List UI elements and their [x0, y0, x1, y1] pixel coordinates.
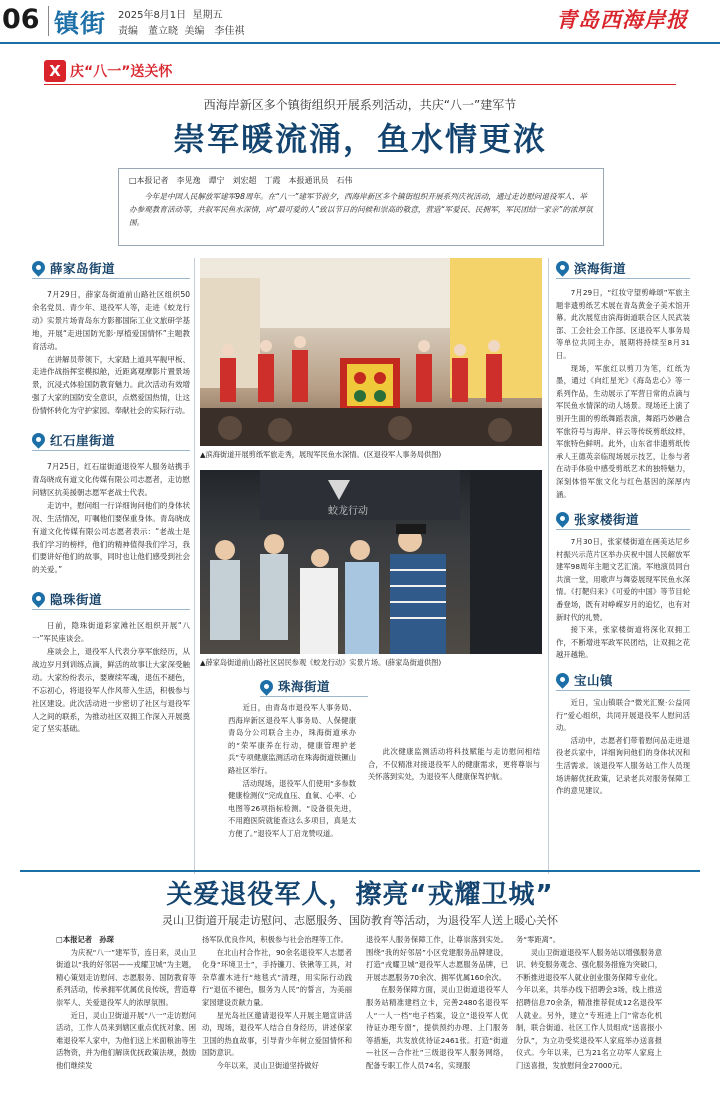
- paragraph: 此次健康监测活动将科技赋能与走访慰问相结合，不仅精准对接退役军人的健康需求，更将尊崇与关怀落到实处，为退役军人健康保驾护航。: [368, 747, 540, 782]
- photo1-caption: ▲滨海街道开展剪纸军旅走秀，展现军民鱼水深情。(区退役军人事务局供图): [200, 450, 442, 459]
- paragraph: 活动中，志愿者们带着慰问品走进退役老兵家中，详细询问他们的身体状况和生活需求。该退役军人服务站工作人员现场讲解优抚政策，记录老兵对服务保障工作的意见建议。: [556, 735, 690, 796]
- location-pin-icon: [257, 677, 275, 695]
- paragraph: 日前，隐珠街道彩家滩社区组织开展“八一”军民座谈会。: [32, 621, 190, 644]
- paragraph: 近日，由青岛市退役军人事务局、西海岸新区退役军人事务局、人保健康青岛分公司联合主办，珠海街道承办的“荣军康养在行动，健康管理护老兵”专项健康监测活动在珠海街道铁镢山路社区举行。: [228, 703, 356, 775]
- section-title: 红石崖街道: [50, 432, 116, 448]
- paragraph: 7月25日，红石崖街道退役军人服务站携手青岛晓成有道文化传媒有限公司志愿者，走访慰问辖区抗美援朝志愿军老战士代表。: [32, 462, 190, 497]
- masthead-logo: 青岛西海岸报: [556, 7, 688, 32]
- story-divider: [20, 870, 700, 872]
- paragraph: 扬军队优良作风，积极参与社会治理等工作。: [202, 935, 348, 944]
- section-name: 镇街: [54, 9, 107, 38]
- story2-kicker: 灵山卫街道开展走访慰问、志愿服务、国防教育等活动，为退役军人送上暖心关怀: [162, 914, 558, 927]
- paragraph: 在服务保障方面，灵山卫街道退役军人服务站精准建档立卡，完善2480名退役军人“一人一档”电子档案，设立“退役军人优待证办理专窗”，提供预约办理、上门服务等措施，共发放优待证2461张。打造“街道—社区—合作社”三级退役军人服务网络，配备专职工作人员74名，实现服: [366, 985, 508, 1070]
- paragraph: 活动现场，退役军人们使用“多参数健康检测仪”完成血压、血氧、心率、心电图等26项指标检测。“设备很先进，不用跑医院就能查这么多项目，真是太方便了。”退役军人丁启龙赞叹道。: [228, 778, 356, 838]
- page-number: 06: [2, 4, 40, 35]
- paragraph: 在讲解员带领下，大家踏上道具军舰甲板、走进作战指挥室模拟舱，近距离观摩影片置景场景，沉浸式体验国防教育魅力。此次活动有效增强了大家的国防安全意识，点燃爱国热情，让这份情怀转化为守护家园、奉献社会的实际行动。: [32, 354, 190, 416]
- paragraph: 走访中，慰问组一行详细询问他们的身体状况、生活情况，叮嘱他们要保重身体。青岛晓成有道文化传媒有限公司志愿者表示：“老战士是我们学习的榜样，他们的精神值得我们学习，我们要讲好他们的故事，同时也让他们感受到社会的关爱。”: [32, 500, 190, 575]
- location-pin-icon: [553, 509, 571, 527]
- story1-lead: 今年是中国人民解放军建军98周年。在“八一”建军节前夕，西海岸新区多个镇街组织开展系列庆祝活动，通过走访慰问退役军人、举办参观教育活动等，共叙军民鱼水深情，向“最可爱的人”致以节日的问候和崇高的敬意，营造“军爱民、民拥军，军民团结一家亲”的浓厚氛围。: [129, 192, 593, 227]
- paragraph: 7月29日，薛家岛街道前山路社区组织50余名党员、青少年、退役军人等，走进《蛟龙行动》实景片场青岛东方影都国际工业文旅研学基地，开展“走进国防光影·厚植爱国情怀”主题教育活动。: [32, 290, 190, 351]
- location-pin-icon: [553, 670, 571, 688]
- section-title: 隐珠街道: [50, 591, 103, 607]
- story2-col3: [366, 934, 508, 1073]
- section-zhuhai: [260, 676, 368, 697]
- paragraph: 务“零距离”。: [516, 935, 561, 944]
- photo-sign-text: 蛟龙行动: [328, 506, 368, 517]
- paragraph: 星光岛社区邀请退役军人开展主题宣讲活动，现场，退役军人结合自身经历，讲述保家卫国的热血故事，引导青少年树立爱国情怀和国防意识。: [202, 1010, 352, 1058]
- location-pin-icon: [29, 258, 47, 276]
- section-title: 珠海街道: [278, 679, 331, 694]
- section-zhangjialou: [556, 509, 690, 530]
- paragraph: 近日，宝山镇联合“微光汇聚·公益同行”爱心组织，共同开展退役军人慰问活动。: [556, 698, 690, 733]
- section-title: 宝山镇: [574, 672, 614, 688]
- paragraph: 在北山村合作社，90余名退役军人志愿者化身“环境卫士”，手持镰刀、铁锹等工具，对杂草灌木进行“地毯式”清理，用实际行动践行“退伍不褪色，服务为人民”的誓言，为美丽家园建设贡献力量。: [202, 947, 352, 1007]
- section-baoshan: [556, 670, 690, 691]
- story1-lead-box: [118, 168, 604, 246]
- divider: [48, 6, 49, 36]
- column-divider: [194, 258, 195, 874]
- paragraph: 今年以来，灵山卫街道坚持做好: [216, 1060, 319, 1070]
- photo2-caption: ▲薛家岛街道前山路社区居民参观《蛟龙行动》实景片场。(薛家岛街道供图): [200, 658, 442, 667]
- banner-rule: [44, 84, 676, 85]
- left-column: [32, 258, 190, 736]
- paragraph: 7月29日，“红妆守望剪峰颂”军旅主题非遗剪纸艺术展在青岛黄金子美术馆开幕。此次展览由滨海街道联合区人民武装部、工会社会工作部、区退役军人事务局等单位共同主办，展期将持续至8月31日。: [556, 288, 690, 360]
- photo-jiaolong-visit: [200, 470, 542, 654]
- photo-paper-cutting-show: [200, 258, 542, 446]
- banner-label: 庆“八一”送关怀: [70, 64, 173, 80]
- story2-col1: [56, 934, 196, 1073]
- section-title: 薛家岛街道: [50, 260, 116, 276]
- banner-mark: X: [44, 60, 66, 82]
- issue-date: 2025年8月1日 星期五: [118, 10, 223, 21]
- story2-byline: □本报记者 孙琛: [56, 935, 114, 944]
- story1-kicker: 西海岸新区多个镇街组织开展系列活动，共庆“八一”建军节: [203, 98, 517, 112]
- editor-credits: 责编 董立晓 美编 李佳祺: [118, 26, 245, 37]
- section-yinzhu: [32, 589, 190, 610]
- right-column: [556, 258, 690, 798]
- paragraph: 座谈会上，退役军人代表分享军旅经历，从战边岁月到训练点滴，鲜活的故事让大家深受触动。大家纷纷表示，要赓续军魂，退伍不褪色，不忘初心，将退役军人作风带入生活，积极参与社区建设。此次活动进一步密切了社区与退役军人之间的联系，为推动社区双拥工作深入开展奠定了坚实基础。: [32, 647, 190, 734]
- paragraph: 现场，军旅红以剪刀为笔，红纸为墨，通过《向红星光》《海岛忠心》等一系列作品，生动展示了军营日常的点滴与军民鱼水情深的动人场景。现场还上演了别开生面的剪纸舞蹈表演，舞蹈巧妙融合军旅符号与海岸、祥云等传统剪纸纹样，军旅特色鲜明。此外，山东省非遗剪纸传承人王德英亲临现场展示技艺，让参与者在动手体验中感受剪纸艺术的独特魅力，深刻体悟军旅文化与红色基因的深厚内涵。: [556, 363, 690, 499]
- section-title: 滨海街道: [574, 260, 627, 276]
- paragraph: 7月30日，张家楼街道在画美达尼乡村振兴示范片区举办庆祝中国人民解放军建军98周年主题文艺汇演。军地演员同台共演一堂，用歌声与舞姿展现军民鱼水深情。《打靶归来》《可爱的中国》等节目轮番登场，既有对峥嵘岁月的追忆，也有对新时代的礼赞。: [556, 537, 690, 622]
- column-divider: [548, 258, 549, 874]
- paragraph: 接下来，张家楼街道将深化双拥工作，不断增进军政军民团结，让双拥之花越开越艳。: [556, 625, 690, 660]
- zhuhai-column-a: [228, 702, 356, 838]
- photo-illustration: [200, 470, 542, 654]
- section-binhai: [556, 258, 690, 279]
- story2-col4: [516, 934, 662, 1073]
- location-pin-icon: [29, 590, 47, 608]
- story1-byline: □本报记者 李见逸 谭宁 刘宏超 丁霞 本报通讯员 石伟: [129, 176, 353, 185]
- paragraph: 近日，灵山卫街道开展“八一”走访慰问活动，工作人员来到辖区重点优抚对象、困难退役军人家中，为他们送上米面粮油等生活物资，并为他们解读优抚政策法规，鼓励他们继续发: [56, 1010, 196, 1070]
- section-title: 张家楼街道: [574, 511, 640, 527]
- topic-banner: [44, 60, 172, 82]
- zhuhai-column-b: [368, 686, 540, 784]
- paragraph: 退役军人服务保障工作，让尊崇落到实处。围绕“我的好邻居”小区党建服务品牌建设，打造“戎耀卫城”退役军人志愿服务品牌，已开展志愿服务70余次、拥军优属160余次。: [366, 935, 508, 982]
- paragraph: 为庆祝“八一”建军节，连日来，灵山卫街道以“我的好邻居——戎耀卫城”为主题，精心策划走访慰问、志愿服务、国防教育等系列活动，传承拥军优属优良传统，营造尊崇军人、关爱退役军人的浓厚氛围。: [56, 947, 196, 1007]
- location-pin-icon: [29, 430, 47, 448]
- paragraph: 灵山卫街道退役军人服务站以增强服务意识、转变服务观念、强化服务措施为突破口，不断推进退役军人就业创业服务保障专业化。今年以来，共举办线下招聘会3场，线上推送招聘信息70余条，精准推荐促成12名退役军人就业。另外，建立“专班进上门”常态化机制，联合街道、社区工作人员组成“送喜报小分队”，为立功受奖退役军人家庭举办送喜报仪式。今年以来，已为21名立功军人家庭上门送喜报，发放慰问金27000元。: [516, 947, 662, 1070]
- photo-illustration: [200, 258, 542, 446]
- page-header: [0, 0, 720, 44]
- section-hongshiya: [32, 430, 190, 451]
- story1-headline: 崇军暖流涌，鱼水情更浓: [172, 120, 547, 158]
- story2-headline: 关爱退役军人，擦亮“戎耀卫城”: [166, 880, 554, 910]
- location-pin-icon: [553, 258, 571, 276]
- section-xuejiadao: [32, 258, 190, 279]
- story2-col2: [202, 934, 352, 1073]
